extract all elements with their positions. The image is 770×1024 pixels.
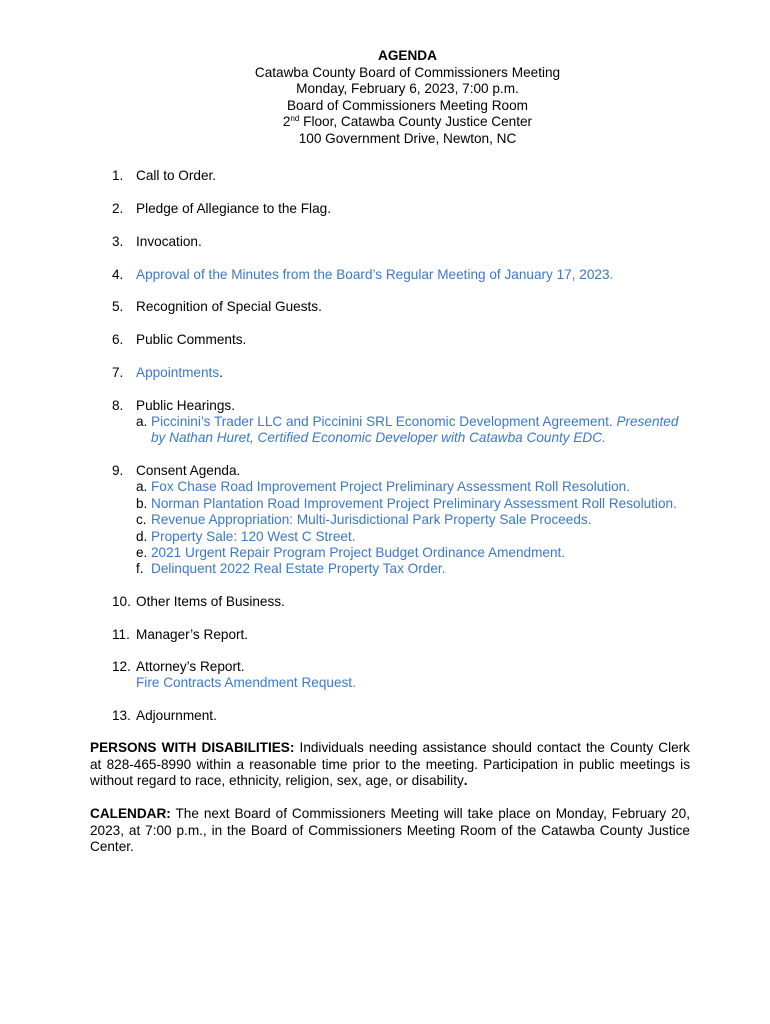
economic-development-link[interactable] [151,414,678,431]
calendar-label: CALENDAR: [90,806,171,821]
meeting-floor [0,114,770,131]
economic-development-title: Piccinini’s Trader LLC and Piccinini SRL Economic Development Agreement. [151,414,613,429]
meeting-room: Board of Commissioners Meeting Room [286,97,528,113]
sub-item-letter: e. [136,545,148,560]
disabilities-period: . [463,773,468,788]
item-number: 7. [112,365,124,380]
meeting-name: Catawba County Board of Commissioners Meeting [254,64,561,80]
item-number: 9. [112,463,124,478]
fire-contracts-link[interactable]: Fire Contracts Amendment Request. [136,675,356,690]
item-text: Pledge of Allegiance to the Flag. [136,201,331,216]
revenue-appropriation-link[interactable]: Revenue Appropriation: Multi-Jurisdictional Park Property Sale Proceeds. [151,512,592,527]
delinquent-tax-link[interactable]: Delinquent 2022 Real Estate Property Tax Order. [151,561,446,576]
norman-plantation-link[interactable]: Norman Plantation Road Improvement Project Preliminary Assessment Roll Resolution. [151,496,677,511]
item-number: 8. [112,398,124,413]
disabilities-notice [90,740,690,790]
presenter-note-text: by Nathan Huret, Certified Economic Developer with Catawba County EDC. [151,430,606,445]
presenter-note-continuation[interactable] [151,430,606,447]
sub-item-letter: c. [136,512,147,527]
item-text: Consent Agenda. [136,463,241,478]
item-text: Public Comments. [136,332,247,347]
item-text: Adjournment. [136,708,217,723]
meeting-datetime: Monday, February 6, 2023, 7:00 p.m. [296,81,519,96]
calendar-text: The next Board of Commissioners Meeting will take place on Monday, February 20, 2023, at 7:00 p.m., in the Board of Commissioners Meeting Room of the Catawba County Justice Center. [90,806,690,854]
item-text: Invocation. [136,234,202,249]
disabilities-text: Individuals needing assistance should contact the County Clerk at 828-465-8990 within a reasonable time prior to the meeting. Participation in public meetings is without regard to race, ethnicity, religion, sex, age, or disability [90,740,690,788]
sub-item-letter: b. [136,496,148,511]
sub-item-letter: d. [136,529,148,544]
item-text: Attorney’s Report. [136,659,245,674]
urgent-repair-link[interactable]: 2021 Urgent Repair Program Project Budget Ordinance Amendment. [151,545,566,560]
item-number: 13. [112,708,131,723]
disabilities-label: PERSONS WITH DISABILITIES: [90,740,295,755]
item-number: 2. [112,201,124,216]
item-text: Other Items of Business. [136,594,285,609]
floor-rest: Floor, Catawba County Justice Center [299,114,533,129]
sub-item-letter: a. [136,479,148,494]
sub-item-letter: a. [136,414,148,429]
item-text [136,365,223,382]
item-number: 12. [112,659,131,674]
agenda-title: AGENDA [378,48,437,63]
meeting-address: 100 Government Drive, Newton, NC [298,130,517,146]
item-number: 5. [112,299,124,314]
item-text: Public Hearings. [136,398,235,413]
item-text: Call to Order. [136,168,217,183]
minutes-approval-link[interactable]: Approval of the Minutes from the Board’s Regular Meeting of January 17, 2023. [136,267,614,282]
item-text: Recognition of Special Guests. [136,299,322,314]
item-number: 11. [112,627,130,642]
agenda-header [0,48,770,147]
calendar-notice [90,806,690,856]
presenter-note: Presented [616,414,679,429]
item-number: 3. [112,234,124,249]
item-text: Manager’s Report. [136,627,249,642]
sub-item-letter: f. [136,561,144,576]
appointments-link[interactable]: Appointments [136,365,220,380]
item-number: 10. [112,594,131,609]
item-number: 1. [112,168,124,183]
floor-number: 2 [282,114,291,129]
item-number: 4. [112,267,124,282]
property-sale-link[interactable]: Property Sale: 120 West C Street. [151,529,356,544]
item-number: 6. [112,332,124,347]
fox-chase-link[interactable]: Fox Chase Road Improvement Project Preliminary Assessment Roll Resolution. [151,479,630,494]
floor-superscript: nd [290,114,300,123]
item-suffix: . [219,365,223,380]
